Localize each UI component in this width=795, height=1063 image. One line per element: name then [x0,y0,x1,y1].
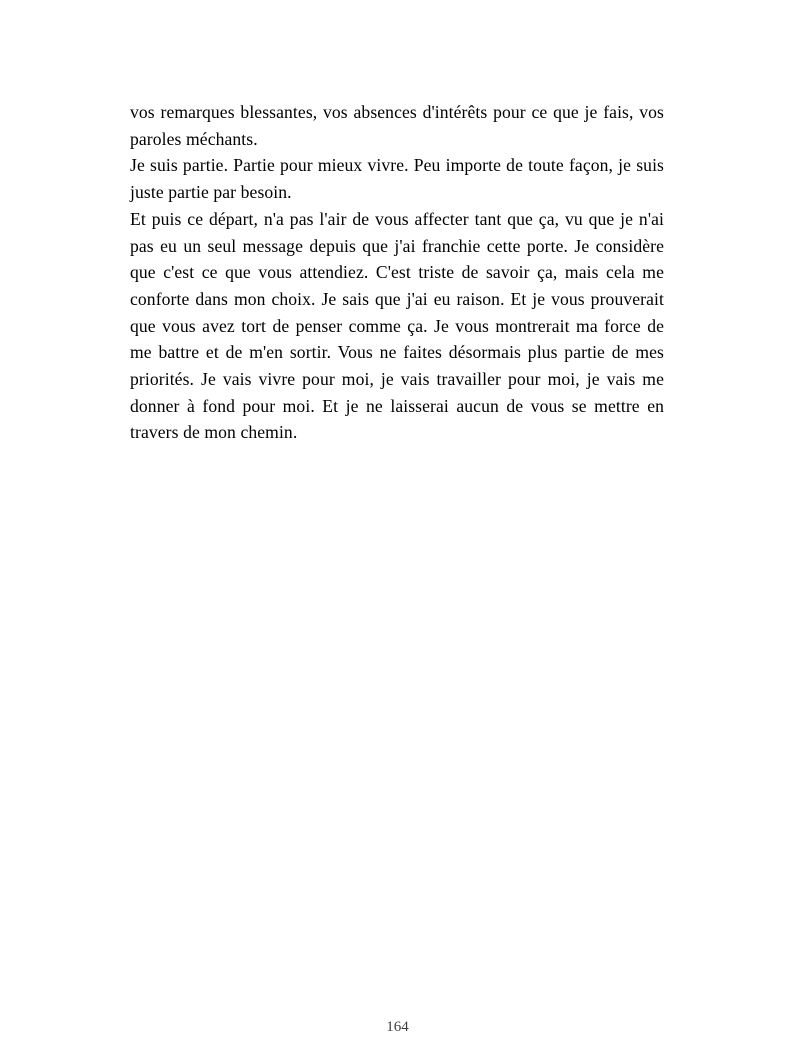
page-number: 164 [386,1019,409,1035]
paragraph: Et puis ce départ, n'a pas l'air de vous affecter tant que ça, vu que je n'ai pas eu un seul message depuis que j'ai franchie cette porte. Je considère que c'est ce que vous attendiez. C'est triste de savoir ça, mais cela me conforte dans mon choix. Je sais que j'ai eu raison. Et je vous prouverait que vous avez tort de penser comme ça. Je vous montrerait ma force de me battre et de m'en sortir. Vous ne faites désormais plus partie de mes priorités. Je vais vivre pour moi, je vais travailler pour moi, je vais me donner à fond pour moi. Et je ne laisserai aucun de vous se mettre en travers de mon chemin. [130,208,664,443]
paragraph: Je suis partie. Partie pour mieux vivre. Peu importe de toute façon, je suis juste partie par besoin. [130,155,664,203]
paragraph: vos remarques blessantes, vos absences d'intérêts pour ce que je fais, vos paroles méchants. [130,102,664,149]
body-text [130,99,664,446]
